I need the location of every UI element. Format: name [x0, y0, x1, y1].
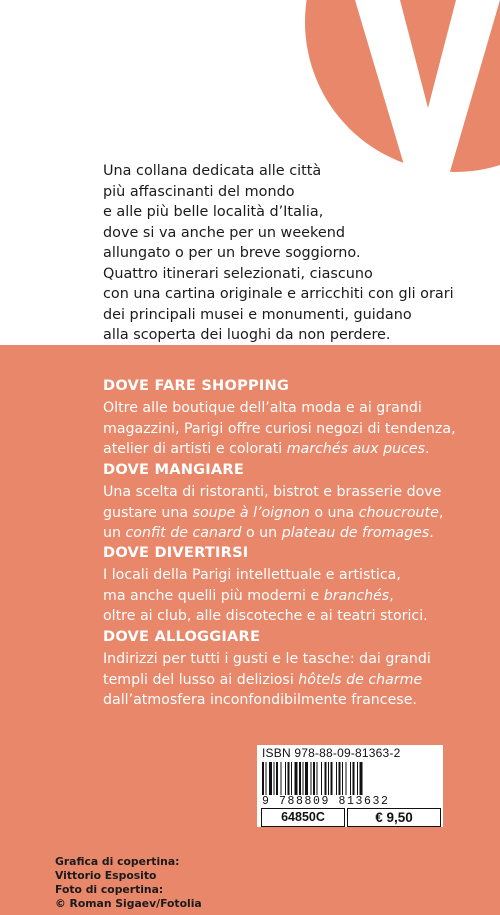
price-label: € 9,50	[347, 808, 441, 827]
section-line: magazzini, Parigi offre curiosi negozi di tendenza,	[103, 420, 456, 437]
section-fun	[103, 543, 488, 627]
section-heading: DOVE DIVERTIRSI	[103, 544, 249, 561]
credit-name: © Roman Sigaev/Fotolia	[55, 897, 202, 910]
section-line: gustare una soupe à l’oignon o una choucroute,	[103, 504, 444, 521]
intro-text	[103, 161, 483, 346]
section-line: templi del lusso ai deliziosi hôtels de charme	[103, 671, 423, 688]
v-logo-icon	[355, 0, 500, 175]
ean-number: 9 788809 813632	[262, 795, 438, 808]
section-line: Indirizzi per tutti i gusti e le tasche: dai grandi	[103, 651, 431, 667]
section-line: atelier di artisti e colorati marchés aux puces.	[103, 441, 430, 457]
section-line: dall’atmosfera inconfondibilmente francese.	[103, 692, 417, 708]
section-eating	[103, 460, 488, 544]
section-heading: DOVE MANGIARE	[103, 461, 245, 478]
section-line: I locali della Parigi intellettuale e artistica,	[103, 567, 401, 583]
intro-line: dove si va anche per un weekend	[103, 224, 345, 241]
intro-line: con una cartina originale e arricchiti con gli orari	[103, 286, 454, 302]
section-line: Oltre alle boutique dell’alta moda e ai grandi	[103, 400, 422, 416]
product-code: 64850C	[261, 808, 345, 827]
intro-line: Quattro itinerari selezionati, ciascuno	[103, 265, 373, 282]
intro-panel	[0, 0, 500, 345]
credit-name: Vittorio Esposito	[55, 869, 157, 882]
intro-line: allungato o per un breve soggiorno.	[103, 245, 361, 261]
section-stay	[103, 627, 488, 711]
intro-line: dei principali musei e monumenti, guidano	[103, 306, 412, 323]
section-line: oltre ai club, alle discoteche e ai teatri storici.	[103, 608, 428, 624]
credit-label: Foto di copertina:	[55, 883, 164, 896]
section-line: un confit de canard o un plateau de fromages.	[103, 525, 434, 541]
section-shopping	[103, 376, 488, 460]
section-line: ma anche quelli più moderni e branchés,	[103, 587, 394, 604]
section-heading: DOVE FARE SHOPPING	[103, 377, 290, 394]
intro-line: più affascinanti del mondo	[103, 183, 295, 200]
isbn-text: ISBN 978-88-09-81363-2	[262, 746, 401, 760]
section-heading: DOVE ALLOGGIARE	[103, 628, 261, 645]
section-line: Una scelta di ristoranti, bistrot e brasserie dove	[103, 484, 442, 500]
intro-line: Una collana dedicata alle città	[103, 163, 322, 179]
intro-line: e alle più belle località d’Italia,	[103, 204, 324, 220]
intro-line: alla scoperta dei luoghi da non perdere.	[103, 327, 391, 343]
credit-label: Grafica di copertina:	[55, 855, 180, 868]
cover-credits	[55, 855, 235, 911]
